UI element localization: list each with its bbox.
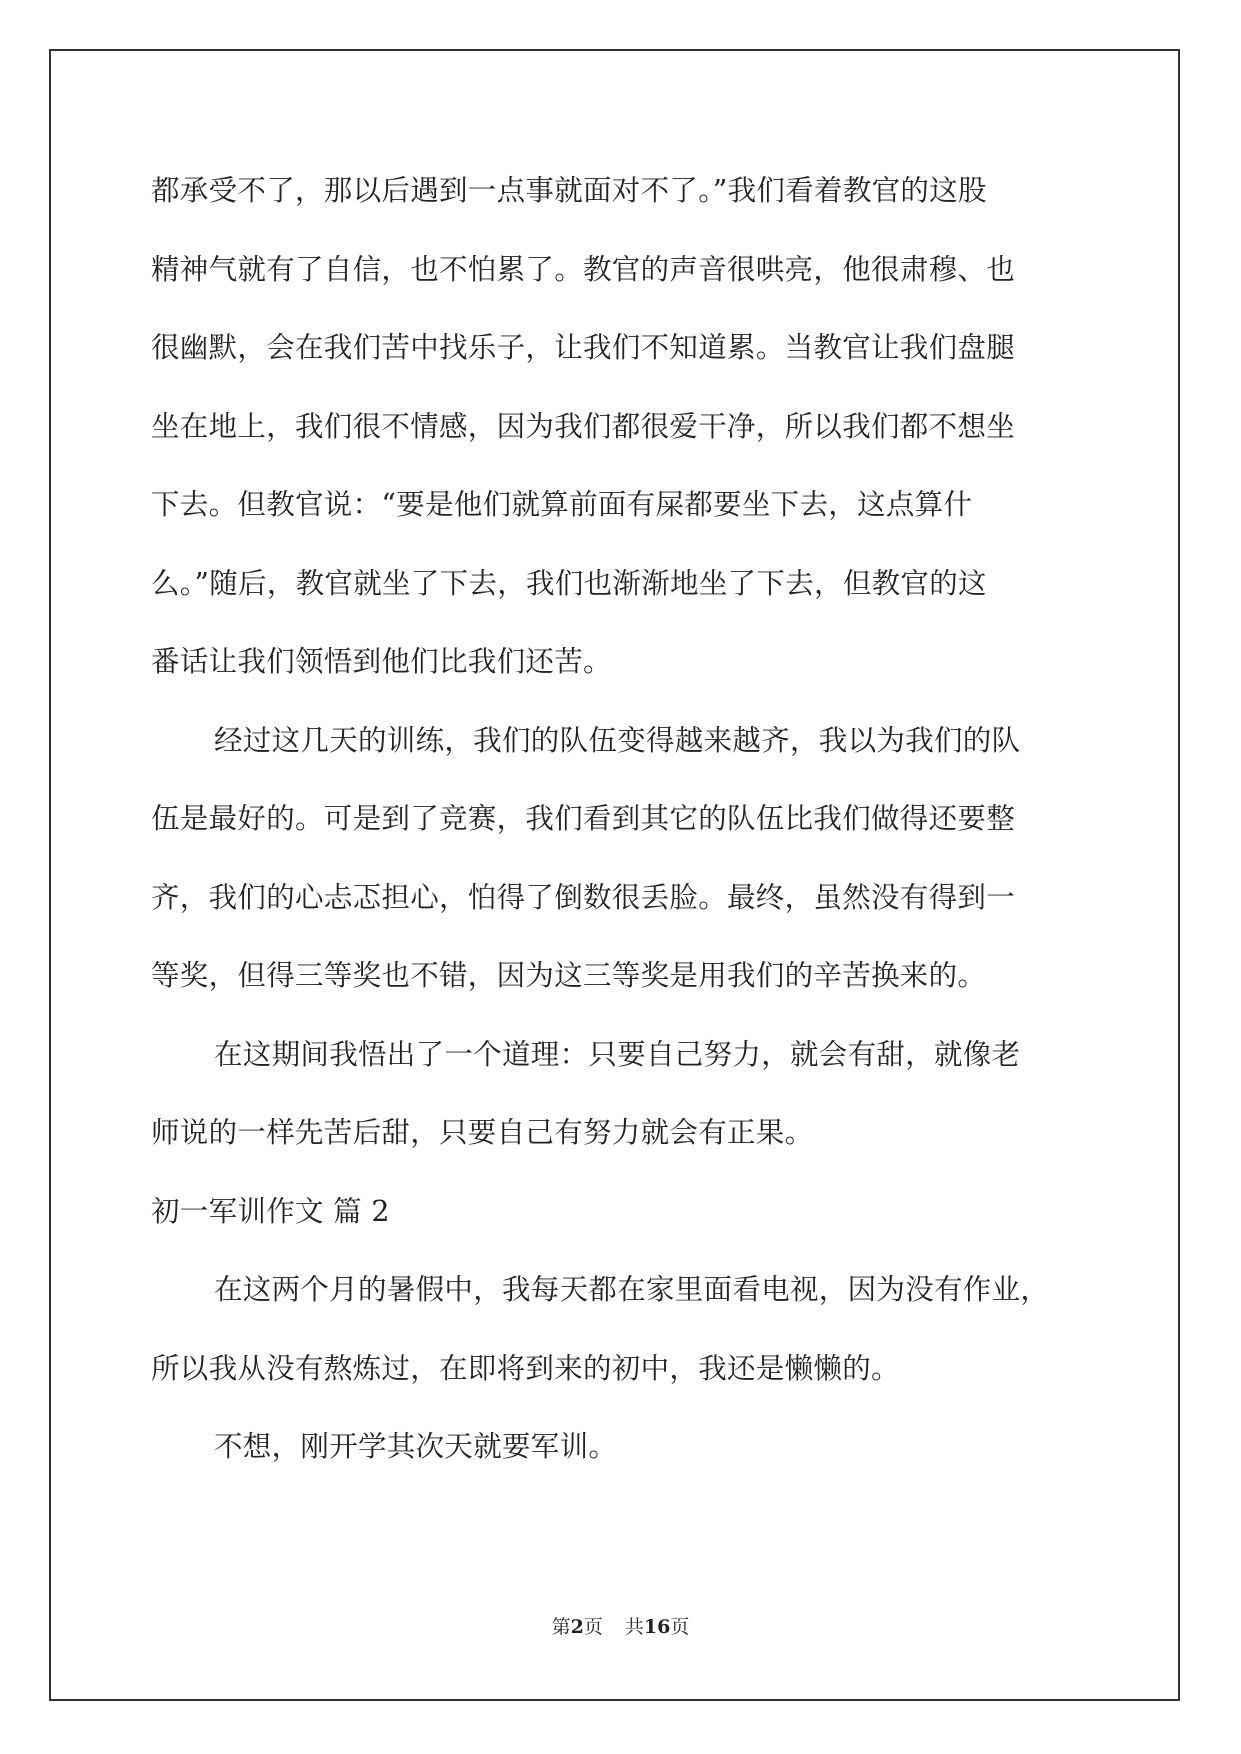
total-unit: 页 xyxy=(670,1616,690,1638)
text-line: 经过这几天的训练，我们的队伍变得越来越齐，我以为我们的队 xyxy=(214,723,1021,757)
text-line: 所以我从没有熬炼过，在即将到来的初中，我还是懒懒的。 xyxy=(151,1351,900,1385)
page-number: 2 xyxy=(570,1616,584,1638)
page-prefix: 第 xyxy=(551,1616,571,1638)
text-line: 不想，刚开学其次天就要军训。 xyxy=(214,1430,618,1463)
text-line: 师说的一样先苦后甜，只要自己有努力就会有正果。 xyxy=(151,1116,814,1149)
text-line: 齐，我们的心忐忑担心，怕得了倒数很丢脸。最终，虽然没有得到一 xyxy=(151,880,1016,914)
text-line: 坐在地上，我们很不情感，因为我们都很爱干净，所以我们都不想坐 xyxy=(151,409,1016,443)
document-body xyxy=(151,152,1091,1487)
text-line: 伍是最好的。可是到了竞赛，我们看到其它的队伍比我们做得还要整 xyxy=(151,802,1016,835)
text-line: 很幽默，会在我们苦中找乐子，让我们不知道累。当教官让我们盘腿 xyxy=(151,331,1016,364)
text-line: 在这两个月的暑假中，我每天都在家里面看电视，因为没有作业， xyxy=(214,1273,1050,1306)
page-total: 16 xyxy=(643,1616,671,1638)
page-unit: 页 xyxy=(583,1616,603,1638)
text-line: 都承受不了，那以后遇到一点事就面对不了。”我们看着教官的这股 xyxy=(151,174,987,207)
page-footer xyxy=(0,1612,1241,1639)
section-heading: 初一军训作文 篇 2 xyxy=(151,1194,390,1228)
text-line: 下去。但教官说：“要是他们就算前面有屎都要坐下去，这点算什 xyxy=(151,488,973,521)
total-prefix: 共 xyxy=(624,1616,644,1638)
text-line: 番话让我们领悟到他们比我们还苦。 xyxy=(151,645,612,678)
text-line: 么。”随后，教官就坐了下去，我们也渐渐地坐了下去，但教官的这 xyxy=(151,566,987,600)
text-line: 精神气就有了自信，也不怕累了。教官的声音很哄亮，他很肃穆、也 xyxy=(151,252,1016,286)
text-line: 在这期间我悟出了一个道理：只要自己努力，就会有甜，就像老 xyxy=(214,1037,1021,1071)
text-line: 等奖，但得三等奖也不错，因为这三等奖是用我们的辛苦换来的。 xyxy=(151,959,987,992)
